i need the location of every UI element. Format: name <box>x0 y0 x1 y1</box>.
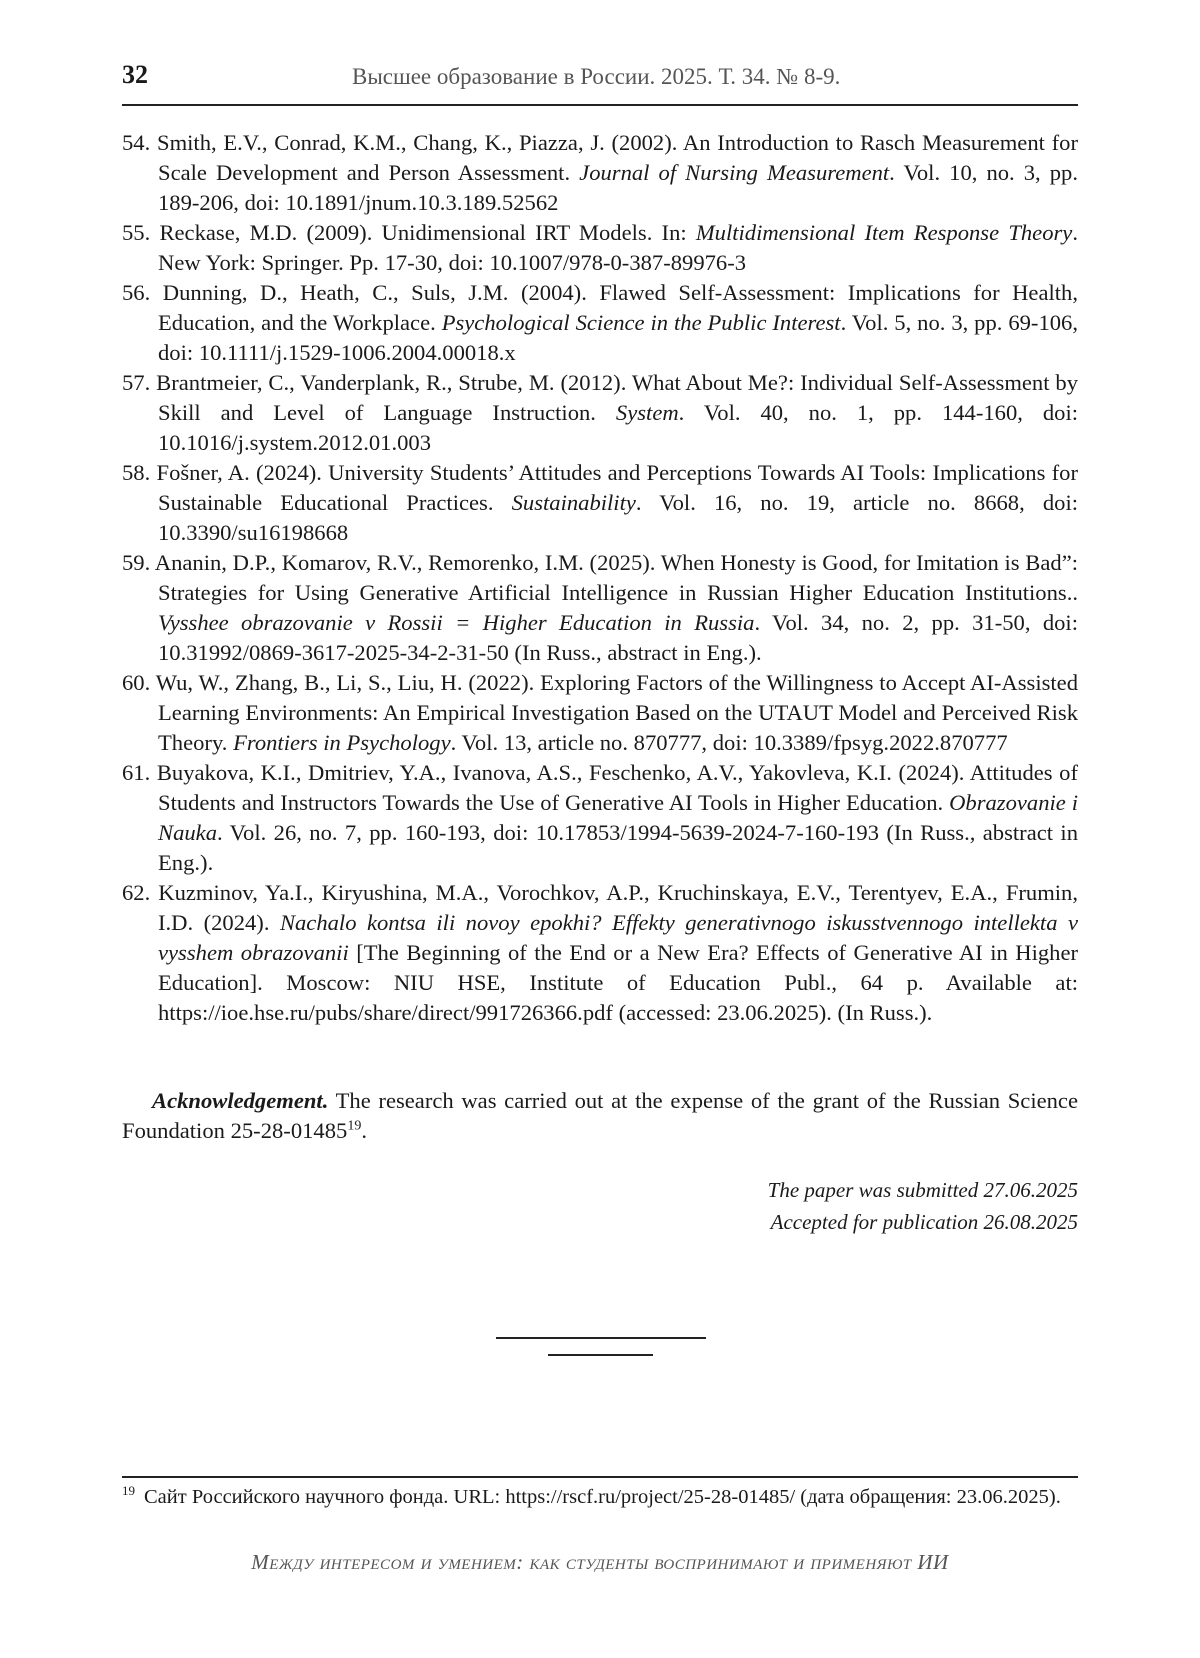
section-separator <box>496 1337 706 1339</box>
accepted-date: Accepted for publication 26.08.2025 <box>770 1210 1078 1234</box>
running-footer: Между интересом и умением: как студенты воспринимают и применяют ИИ <box>251 1550 949 1574</box>
page-number: 32 <box>122 60 148 89</box>
page-header <box>122 60 1078 106</box>
reference-item: 56. Dunning, D., Heath, C., Suls, J.M. (2004). Flawed Self-Assessment: Implications for Health, Education, and the Workplace. Psychological Science in the Public Interest. Vol. 5, no. 3, pp. 69-106, doi: 10.1111/j.1529-1006.2004.00018.x <box>122 280 1078 365</box>
reference-item: 59. Ananin, D.P., Komarov, R.V., Remorenko, I.M. (2025). When Honesty is Good, for Imitation is Bad”: Strategies for Using Generative Artificial Intelligence in Russian Higher Education Institutions.. Vysshee obrazovanie v Rossii = Higher Education in Russia. Vol. 34, no. 2, pp. 31-50, doi: 10.31992/0869-3617-2025-34-2-31-50 (In Russ., abstract in Eng.). <box>122 550 1079 665</box>
reference-item: 62. Kuzminov, Ya.I., Kiryushina, M.A., Vorochkov, A.P., Kruchinskaya, E.V., Terentyev, E.A., Frumin, I.D. (2024). Nachalo kontsa ili novoy epokhi? Effekty generativnogo iskusstvennogo intellekta v vysshem obrazovanii [The Beginning of the End or a New Era? Effects of Generative AI in Higher Education]. Moscow: NIU HSE, Institute of Education Publ., 64 p. Available at: https://ioe.hse.ru/pubs/share/direct/991726366.pdf (accessed: 23.06.2025). (In Russ.). <box>122 880 1079 1025</box>
reference-item: 61. Buyakova, K.I., Dmitriev, Y.A., Ivanova, A.S., Feschenko, A.V., Yakovleva, K.I. (2024). Attitudes of Students and Instructors Towards the Use of Generative AI Tools in Higher Education. Obrazovanie i Nauka. Vol. 26, no. 7, pp. 160-193, doi: 10.17853/1994-5639-2024-7-160-193 (In Russ., abstract in Eng.). <box>122 760 1078 875</box>
acknowledgement: Acknowledgement. The research was carried out at the expense of the grant of the Russian Science Foundation 25-28-01485$^{19}$. <box>122 1088 1078 1143</box>
submitted-date: The paper was submitted 27.06.2025 <box>767 1178 1078 1202</box>
journal-title: Высшее образование в России. 2025. Т. 34. № 8-9. <box>352 64 841 89</box>
header-rule <box>122 104 1078 106</box>
publication-dates <box>768 1174 1078 1238</box>
reference-item: 57. Brantmeier, C., Vanderplank, R., Strube, M. (2012). What About Me?: Individual Self-Assessment by Skill and Level of Language Instruction. System. Vol. 40, no. 1, pp. 144-160, doi: 10.1016/j.system.2012.01.003 <box>122 370 1078 455</box>
section-separator <box>548 1354 653 1356</box>
reference-item: 54. Smith, E.V., Conrad, K.M., Chang, K., Piazza, J. (2002). An Introduction to Rasch Measurement for Scale Development and Person Assessment. Journal of Nursing Measurement. Vol. 10, no. 3, pp. 189-206, doi: 10.1891/jnum.10.3.189.52562 <box>122 130 1079 215</box>
footnote: $^{19}$ Сайт Российского научного фонда. URL: https://rscf.ru/project/25-28-01485/ (дата обращения: 23.06.2025). <box>122 1483 1061 1508</box>
acknowledgement-label: Acknowledgement. <box>152 1088 329 1113</box>
footnote-ref[interactable]: 19 <box>347 1118 362 1134</box>
reference-item: 60. Wu, W., Zhang, B., Li, S., Liu, H. (2022). Exploring Factors of the Willingness to Accept AI-Assisted Learning Environments: An Empirical Investigation Based on the UTAUT Model and Perceived Risk Theory. Frontiers in Psychology. Vol. 13, article no. 870777, doi: 10.3389/fpsyg.2022.870777 <box>122 670 1078 755</box>
reference-list <box>122 128 1078 1028</box>
reference-item: 58. Fošner, A. (2024). University Students’ Attitudes and Perceptions Towards AI Tools: Implications for Sustainable Educational Practices. Sustainability. Vol. 16, no. 19, article no. 8668, doi: 10.3390/su16198668 <box>122 460 1079 545</box>
reference-item: 55. Reckase, M.D. (2009). Unidimensional IRT Models. In: Multidimensional Item Response Theory. New York: Springer. Pp. 17-30, doi: 10.1007/978-0-387-89976-3 <box>122 220 1078 275</box>
footnote-rule <box>122 1476 1078 1478</box>
